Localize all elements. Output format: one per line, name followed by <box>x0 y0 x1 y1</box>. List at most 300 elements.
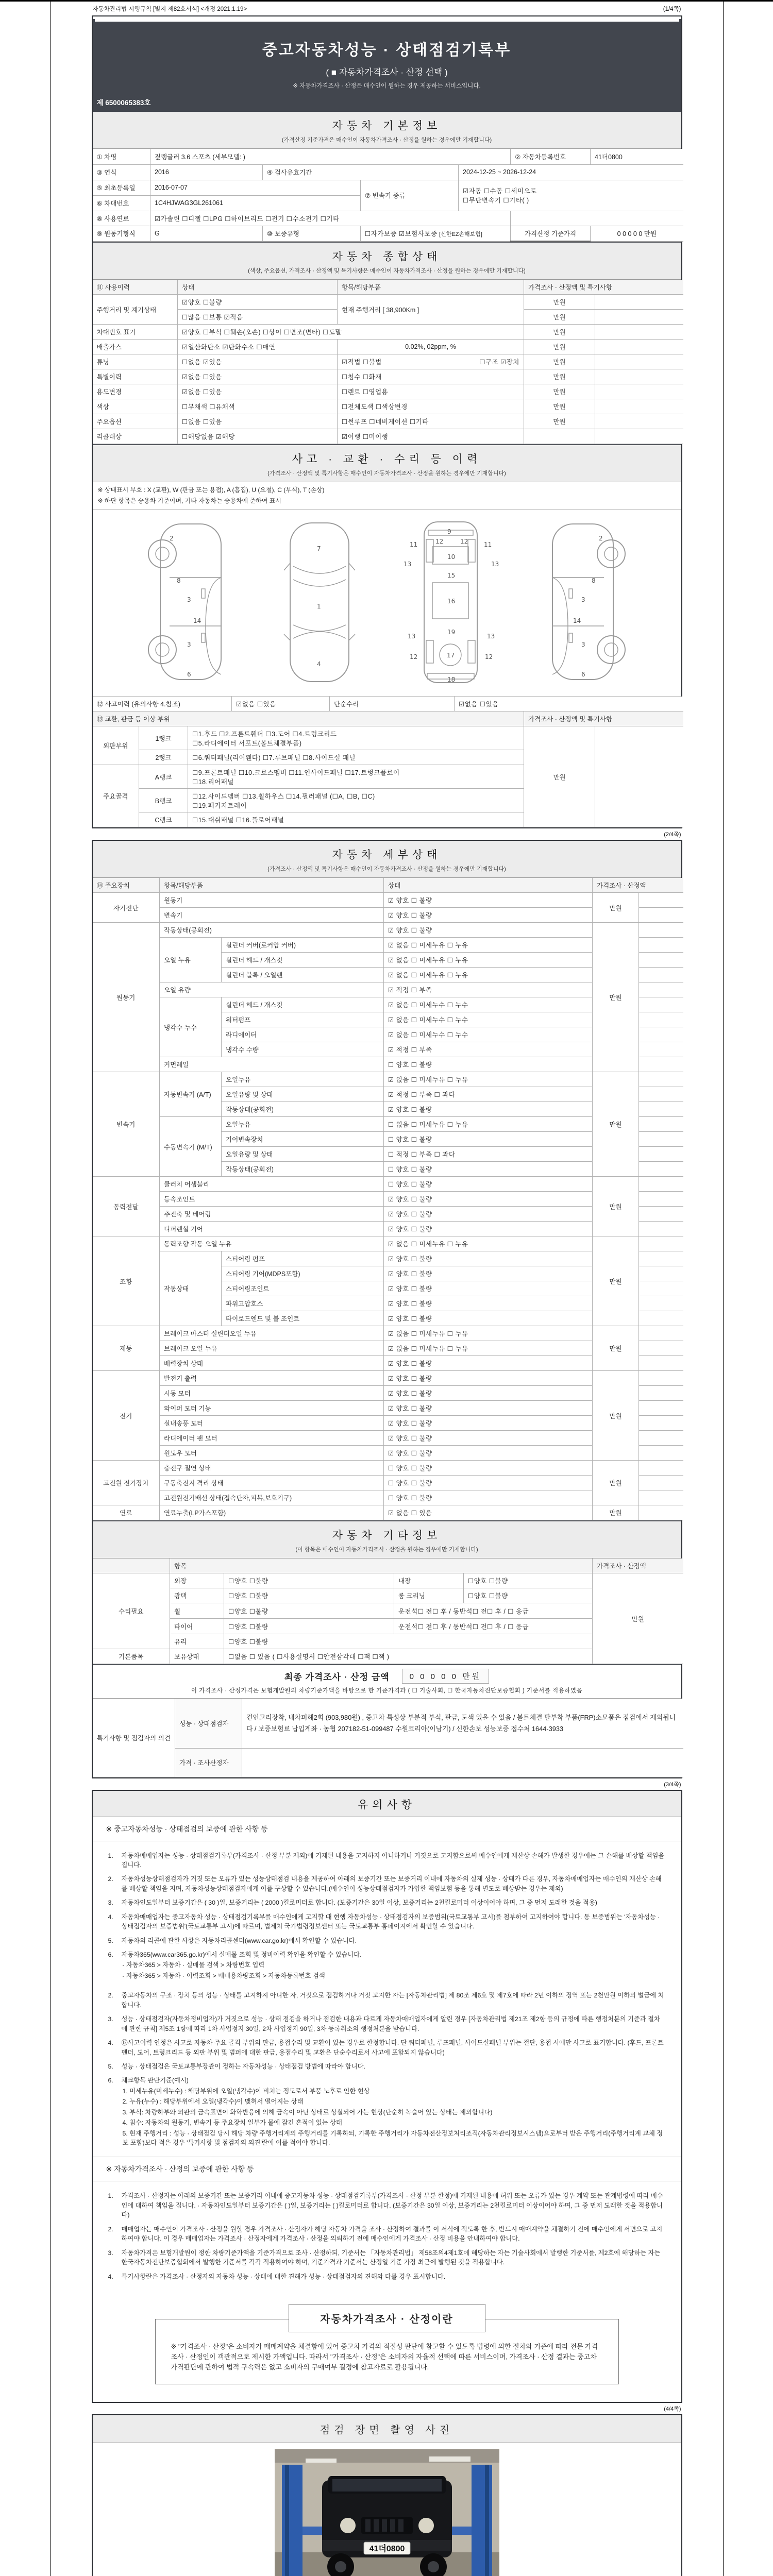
vin-mark-state: ☑양호 ☐부식 ☐훼손(오손) ☐상이 ☐변조(변타) ☐도말 <box>178 325 524 340</box>
row-state: ☐ 양호 ☐ 불량 <box>384 1177 593 1192</box>
row-state: ☑ 양호 ☐ 불량 <box>384 1311 593 1326</box>
row-note <box>639 1132 683 1147</box>
coolant-leak-subgroup: 냉각수 누수 <box>160 997 222 1057</box>
row-note <box>639 1042 683 1057</box>
diagram-number: 7 <box>317 545 321 552</box>
other-info-table <box>93 1558 683 1664</box>
final-price-band <box>93 1664 681 1685</box>
tuning-state: ☐없음 ☑있음 <box>178 354 338 369</box>
transmission-group: 변속기 <box>93 1072 160 1177</box>
exchange-price-header: 가격조사 · 산정액 및 특기사항 <box>524 711 683 726</box>
vin-label: ⑥ 차대번호 <box>93 195 150 211</box>
notice-item-no: 3. <box>108 1899 113 1907</box>
room-cleaning-state: ☐양호 ☐불량 <box>464 1588 593 1603</box>
car-top-diagram <box>267 517 371 688</box>
row-note <box>639 1072 683 1087</box>
row-item: 변속기 <box>160 908 384 923</box>
mileage-price1: 만원 <box>524 295 595 310</box>
row-note <box>639 1476 683 1490</box>
sheet-4 <box>92 2414 682 2576</box>
row-state: ☑ 양호 ☐ 불량 <box>384 1251 593 1266</box>
inspection-period-label: ④ 검사유효기간 <box>263 164 459 180</box>
tire-state-cell <box>224 1619 394 1634</box>
photo-section-title: 점검 장면 촬영 사진 <box>93 2415 681 2443</box>
row-state: ☑ 양호 ☐ 불량 <box>384 1192 593 1207</box>
diagram-number: 11 <box>484 541 492 548</box>
recall-items: ☑이행 ☐미이행 <box>338 429 524 444</box>
form-header <box>93 19 681 112</box>
row-state: ☐ 양호 ☐ 불량 <box>384 1162 593 1177</box>
engine-type-value: G <box>150 226 263 241</box>
row-state: ☑ 양호 ☐ 불량 <box>384 1371 593 1386</box>
other-col-item: 항목 <box>170 1558 593 1573</box>
special-history-state: ☑없음 ☐있음 <box>178 369 338 384</box>
wheel-positions: 운전석☐ 전☐ 후 / 동반석☐ 전☐ 후 / ☐ 응급 <box>394 1603 593 1619</box>
row-note <box>639 953 683 968</box>
tuning-note <box>595 354 683 369</box>
exchange-panel-table <box>93 711 683 827</box>
form-title: 중고자동차성능 · 상태점검기록부 <box>262 42 512 59</box>
section-accident-subtitle: (가격조사 · 산정액 및 특기사항은 매수인이 자동차가격조사 · 산정을 원하는 경우에만 기재합니다) <box>267 470 506 477</box>
row-state: ☑ 양호 ☐ 불량 <box>384 1416 593 1431</box>
exchange-header-label: ⑬ 교환, 판금 등 이상 부위 <box>93 711 524 726</box>
detail-col-price: 가격조사 · 산정액 <box>593 878 683 893</box>
row-item: 실린더 헤드 / 개스킷 <box>222 953 384 968</box>
row-state: ☐ 없음 ☐ 미세누유 ☐ 누유 <box>384 1117 593 1132</box>
at-subgroup: 자동변속기 (A/T) <box>160 1072 222 1117</box>
section-other-subtitle: (이 항목은 매수인이 자동차가격조사 · 산정을 원하는 경우에만 기재합니다) <box>295 1547 478 1553</box>
row-note <box>639 1177 683 1192</box>
notice-item-no: 4. <box>108 1913 113 1921</box>
main-option-price: 만원 <box>524 414 595 429</box>
form-note: ※ 자동차가격조사 · 산정은 매수인이 원하는 경우 제공하는 서비스입니다. <box>293 83 481 89</box>
row-item: 실내송풍 모터 <box>160 1416 384 1431</box>
transmission-type-label: ⑦ 변속기 종류 <box>361 180 459 211</box>
special-history-price: 만원 <box>524 369 595 384</box>
section-detail-title: 자동차 세부상태 <box>332 849 442 861</box>
row-item: 오일누유 <box>222 1072 384 1087</box>
notice-item-text: 자동차가격은 보험개발원이 정한 차량기준가액을 기준가격으로 조사 · 산정하되, 기준서는 「자동차관리법」 제58조의4제1호에 해당하는 자는 기술사회에서 발행한 기준서를, 제2호에 해당하는 자는 한국자동차진단보증협회에서 발행한 기준서를 각각 적용하여야 하며, 기준가격과 기준서는 산정일 기준 가장 최근에 발행된 것을 적용합니다. <box>121 2249 661 2266</box>
section-other-head <box>93 1520 681 1558</box>
engine-type-label: ⑨ 원동기형식 <box>93 226 150 241</box>
emission-price: 만원 <box>524 340 595 354</box>
rankB-line2: ☐19.패키지트레이 <box>192 802 247 809</box>
row-note <box>639 1386 683 1401</box>
car-name-label: ① 차명 <box>93 149 150 164</box>
mileage-price2: 만원 <box>524 310 595 325</box>
notice-item-text: 중고자동차의 구조 · 장치 등의 성능 · 상태를 고지하지 아니한 자, 거짓으로 점검하거나 거짓 고지한 자는 [자동차관리법] 제 80조 제6호 및 제7호에 따라 2년 이하의 징역 또는 2천만원 이하의 벌금에 처합니다. <box>121 1992 664 2009</box>
steering-group: 조향 <box>93 1236 160 1326</box>
notice-subheading-1: ※ 중고자동차성능 · 상태점검의 보증에 관한 사항 등 <box>93 1817 681 1841</box>
emission-label: 배출가스 <box>93 340 178 354</box>
row-note <box>639 1505 683 1520</box>
page-marker-4: (4/4쪽) <box>664 2406 681 2413</box>
vin-mark-label: 차대번호 표기 <box>93 325 178 340</box>
emission-state: ☑일산화탄소 ☑탄화수소 ☐매연 <box>178 340 338 354</box>
emission-values: 0.02%, 02ppm, % <box>338 340 524 354</box>
photo-front-on-lift <box>275 2449 499 2576</box>
notice-item-no: 2. <box>108 1875 113 1883</box>
mileage-label: 주행거리 및 계기상태 <box>93 295 178 325</box>
section-overall-subtitle: (색상, 주요옵션, 가격조사 · 산정액 및 특기사항은 매수인이 자동차가격조사 · 산정을 원하는 경우에만 기재합니다) <box>248 268 526 274</box>
definition-box-title: 자동차가격조사 · 산정이란 <box>289 2304 485 2332</box>
exterior-label: 외장 <box>170 1573 224 1588</box>
row-note <box>639 1326 683 1341</box>
detail-col-item: 항목/해당부품 <box>160 878 384 893</box>
group-price: 만원 <box>593 923 639 1072</box>
row-state: ☑ 없음 ☐ 미세누유 ☐ 누유 <box>384 953 593 968</box>
tuning-items <box>338 354 524 369</box>
section-basic-head <box>93 112 681 149</box>
mileage-current: 현재 주행거리 [ 38,900Km ] <box>338 295 524 325</box>
row-item: 파워고압호스 <box>222 1296 384 1311</box>
main-option-state: ☐없음 ☐있음 <box>178 414 338 429</box>
electric-group: 전기 <box>93 1371 160 1461</box>
row-note <box>639 893 683 908</box>
row-note <box>639 997 683 1012</box>
row-note <box>639 1266 683 1281</box>
car-side-right-diagram <box>531 517 634 688</box>
page-marker-3: (3/4쪽) <box>664 1781 681 1788</box>
notice-item-no: 1. <box>108 1852 113 1859</box>
repair-needed-group: 수리필요 <box>93 1573 170 1649</box>
document-meta-line <box>92 3 682 15</box>
row-state: ☐ 양호 ☐ 불량 <box>384 1057 593 1072</box>
row-item: 배력장치 상태 <box>160 1356 384 1371</box>
base-price-value: 0 0 0 0 0 만원 <box>591 226 683 241</box>
row-item: 냉각수 수량 <box>222 1042 384 1057</box>
sheet-3 <box>92 1790 682 2403</box>
notice-item-no: 3. <box>108 2249 113 2257</box>
rankC-label: C랭크 <box>139 812 188 827</box>
row-note <box>639 1057 683 1072</box>
model-year-value: 2016 <box>150 164 263 180</box>
group-price: 만원 <box>593 1177 639 1236</box>
mileage-note2 <box>595 310 683 325</box>
diagram-number: 10 <box>447 553 456 561</box>
recall-note <box>595 429 683 444</box>
notice-item-subline: 4. 침수: 자동차의 원동기, 변속기 등 주요장치 일부가 물에 잠긴 흔적이 있는 상태 <box>122 2119 342 2127</box>
notice-item-no: 4. <box>108 2273 113 2280</box>
row-note <box>639 1461 683 1476</box>
mileage-state1: ☑양호 ☐불량 <box>178 295 338 310</box>
row-note <box>639 1446 683 1461</box>
detail-state-table <box>93 878 683 1520</box>
row-note <box>639 1207 683 1222</box>
main-option-note <box>595 414 683 429</box>
high-voltage-group: 고전원 전기장치 <box>93 1461 160 1505</box>
inspector-remarks: 견인고리장착, 내차피해2회 (903,980원) , 중고차 특성상 부분적 부식, 판금, 도색 있을 수 있음 / 볼트체결 탈부착 부품(FRP)소모품은 점검에서 제외됩니다 / 보증보험료 납입계좌 · 농협 207182-51-099487 수원코리아(이남기) / 신한손보 성능보증 접수처 1644-3933 <box>242 1699 683 1748</box>
reg-number-value: 41더0800 <box>591 149 683 164</box>
engine-group: 원동기 <box>93 923 160 1072</box>
state-code-legend: ※ 상태표시 부호 : X (교환), W (판금 또는 용접), A (흠집), U (요철), C (부식), T (손상) <box>97 486 325 494</box>
row-item: 기어변속장치 <box>222 1132 384 1147</box>
car-name-value: 짚랭글러 3.6 스포츠 (세부모델: ) <box>150 149 511 164</box>
row-item: 커먼레일 <box>160 1057 384 1072</box>
notice-item <box>108 2038 666 2057</box>
section-overall-head <box>93 242 681 280</box>
row-state: ☑ 양호 ☐ 불량 <box>384 1102 593 1117</box>
row-state: ☑ 적정 ☐ 부족 <box>384 1042 593 1057</box>
row-state: ☑ 없음 ☐ 미세누유 ☐ 누유 <box>384 1072 593 1087</box>
page-marker-2: (2/4쪽) <box>664 832 681 838</box>
notice-item-subline: 3. 부식: 차량하부와 외판의 금속표면이 화학반응에 의해 금속이 아닌 상태로 상실되어 가는 현상(단순히 녹슬어 있는 상태는 제외합니다) <box>122 2108 493 2116</box>
notice-item-no: 4. <box>108 2039 113 2047</box>
diagram-number: 9 <box>447 528 451 535</box>
row-item: 실린더 커버(로커암 커버) <box>222 938 384 953</box>
overall-state-table <box>93 280 683 444</box>
accident-history-label: ⑫ 사고이력 (유의사항 4.참조) <box>93 697 232 711</box>
notice-list-2 <box>93 2181 681 2294</box>
notice-subheading-2: ※ 자동차가격조사 · 산정의 보증에 관한 사항 등 <box>93 2157 681 2181</box>
diagram-number: 12 <box>485 653 493 660</box>
row-state: ☑ 양호 ☐ 불량 <box>384 1401 593 1416</box>
accident-history-row <box>93 697 683 711</box>
tire-positions: 운전석☐ 전☐ 후 / 동반석☐ 전☐ 후 / ☐ 응급 <box>394 1619 593 1634</box>
row-note <box>639 968 683 982</box>
price-appraisal-definition-box <box>155 2313 619 2384</box>
holding-state-options: ☐없음 ☐ 있음 ( ☐사용설명서 ☐안전삼각대 ☐잭 ☐잭 ) <box>224 1649 593 1664</box>
base-price-label: 가격산정 기준가격 <box>511 226 591 241</box>
row-note <box>639 1027 683 1042</box>
fuel-group: 연료 <box>93 1505 160 1520</box>
sheet-1 <box>92 15 682 828</box>
row-state: ☑ 양호 ☐ 불량 <box>384 1446 593 1461</box>
diagram-number: 13 <box>487 633 495 640</box>
usage-change-label: 용도변경 <box>93 384 178 399</box>
notice-item-no: 3. <box>108 2015 113 2023</box>
license-plate-text: 41더0800 <box>369 2545 405 2554</box>
oil-leak-subgroup: 오일 누유 <box>160 938 222 982</box>
diagram-number: 2 <box>599 535 603 542</box>
notice-title: 유의사항 <box>357 1799 416 1811</box>
row-item: 동력조향 작동 오일 누유 <box>160 1236 384 1251</box>
rankA-line2: ☐18.리어패널 <box>192 778 234 786</box>
row-state: ☑ 양호 ☐ 불량 <box>384 1296 593 1311</box>
final-price-label: 최종 가격조사 · 산정 금액 <box>284 1672 390 1682</box>
rankA-items <box>188 765 524 789</box>
notice-item-no: 1. <box>108 2192 113 2200</box>
state-code-legend2: ※ 하단 항목은 승용차 기준이며, 기타 자동차는 승용차에 준하여 표시 <box>93 495 681 510</box>
notice-item-text: 성능 · 상태점검은 국토교통부장관이 정하는 자동차성능 · 상태점검 방법에 따라야 합니다. <box>121 2062 365 2070</box>
group-price: 만원 <box>593 1072 639 1177</box>
row-note <box>639 1236 683 1251</box>
notice-item-no: 5. <box>108 1937 113 1944</box>
notice-item <box>108 1991 666 2010</box>
diagram-number: 3 <box>187 596 191 603</box>
recall-price-empty <box>524 429 595 444</box>
diagram-number: 4 <box>317 660 321 668</box>
section-accident-head <box>93 444 681 482</box>
row-note <box>639 1222 683 1236</box>
row-state: ☑ 양호 ☐ 불량 <box>384 1266 593 1281</box>
row-note <box>639 1251 683 1266</box>
recall-state: ☐해당없음 ☑해당 <box>178 429 338 444</box>
brake-group: 제동 <box>93 1326 160 1371</box>
diagram-number: 6 <box>581 671 585 678</box>
row-item: 고전원전기배선 상태(접속단자,피복,보호기구) <box>160 1490 384 1505</box>
simple-repair-state: ☑없음 ☐있음 <box>455 697 683 711</box>
row-note <box>639 1087 683 1102</box>
notice-item-subline: 5. 현재 주행거리 : 성능 · 상태점검 당시 해당 차량 주행거리계의 주행거리를 기록하되, 기록한 주행거리가 자동차전산정보처리조직(자동차관리정보시스템)으로부터 받은 주행거리(주행거리계 교체 정보 포함)보다 적은 경우 '특기사항 및 점검자의 의견'란에 이를 적어야 합니다. <box>122 2129 663 2146</box>
notice-item-subline: - 자동차365 > 자동차 · 이력조회 > 매매용차량조회 > 자동차등록번호 검색 <box>122 1972 325 1979</box>
diagram-number: 3 <box>187 641 191 648</box>
transmission-options-line2: ☐무단변속기 ☐기타( ) <box>463 197 529 204</box>
row-item: 작동상태(공회전) <box>222 1162 384 1177</box>
wheel-state-cell <box>224 1603 394 1619</box>
row-item: 클러치 어셈블리 <box>160 1177 384 1192</box>
detail-col-device: ⑭ 주요장치 <box>93 878 160 893</box>
row-item: 연료누출(LP가스포함) <box>160 1505 384 1520</box>
rank1-label: 1랭크 <box>139 726 188 750</box>
row-note <box>639 1401 683 1416</box>
notice-item <box>108 1851 666 1870</box>
row-note <box>639 1341 683 1356</box>
row-state: ☑ 없음 ☐ 미세누수 ☐ 누수 <box>384 1012 593 1027</box>
inspection-photos <box>93 2443 681 2576</box>
steering-op-subgroup: 작동상태 <box>160 1251 222 1326</box>
row-state: ☑ 없음 ☐ 미세누유 ☐ 누유 <box>384 1236 593 1251</box>
row-state: ☑ 없음 ☐ 미세누유 ☐ 누유 <box>384 968 593 982</box>
appraiser-label: 가격 · 조사산정자 <box>175 1748 242 1777</box>
row-state: ☑ 양호 ☐ 불량 <box>384 1207 593 1222</box>
document-number: 제 6500065383호 <box>96 99 151 107</box>
first-reg-date-label: ⑤ 최초등록일 <box>93 180 150 195</box>
usage-change-note <box>595 384 683 399</box>
row-item: 타이로드엔드 및 볼 조인트 <box>222 1311 384 1326</box>
row-state: ☑ 없음 ☐ 미세누유 ☐ 누유 <box>384 1326 593 1341</box>
notice-item <box>108 1936 666 1945</box>
notice-item-text: 자동차매매업자는 성능 · 상태점검기록부(가격조사 · 산정 부분 제외)에 기재된 내용을 고지하지 아니하거나 거짓으로 고지함으로써 매수인에게 재산상 손해가 발생한 경우에는 그 손해를 배상할 책임을 집니다. <box>121 1852 665 1869</box>
row-item: 라디에이터 <box>222 1027 384 1042</box>
notice-item-text: 자동차매매업자는 중고자동차 성능 · 상태점검기록부를 매수인에게 고지할 때 현행 자동차성능 · 상태점검자의 보증범위(국토교통부 고시)를 첨부하여 고지하여야 합니다. 동 보증범위는 '자동차성능 · 상태점검자의 보증범위'(국토교통부 고시)에 따르며, 법제처 국가법령정보센터 또는 국토교통부 홈페이지에서 확인할 수 있습니다. <box>121 1913 660 1930</box>
car-damage-diagrams <box>93 510 681 697</box>
emission-note <box>595 340 683 354</box>
row-state: ☑ 양호 ☐ 불량 <box>384 908 593 923</box>
recall-label: 리콜대상 <box>93 429 178 444</box>
mileage-state2: ☐많음 ☐보통 ☑적음 <box>178 310 338 325</box>
simple-repair-label: 단순수리 <box>330 697 455 711</box>
tire-state: ☐양호 ☐불량 <box>228 1623 268 1631</box>
group-price: 만원 <box>593 1461 639 1505</box>
notice-list-1 <box>93 1841 681 2158</box>
model-year-label: ③ 연식 <box>93 164 150 180</box>
notice-item <box>108 1912 666 1931</box>
basic-items-group: 기본품목 <box>93 1649 170 1664</box>
remarks-label: 특기사항 및 점검자의 의견 <box>93 1699 175 1777</box>
row-state: ☑ 없음 ☐ 미세누유 ☐ 누유 <box>384 1341 593 1356</box>
exchange-note <box>595 726 683 827</box>
row-note <box>639 923 683 938</box>
notice-item-no: 2. <box>108 1992 113 1999</box>
diagram-number: 1 <box>317 603 321 610</box>
diagram-number: 12 <box>460 538 468 545</box>
overall-col-price: 가격조사 · 산정액 및 특기사항 <box>524 280 683 295</box>
first-reg-date-value: 2016-07-07 <box>150 180 361 195</box>
special-history-label: 특별이력 <box>93 369 178 384</box>
warranty-type-label: ⑩ 보증유형 <box>263 226 361 241</box>
section-detail-head <box>93 841 681 878</box>
notice-item <box>108 1874 666 1893</box>
row-state: ☑ 없음 ☐ 있음 <box>384 1505 593 1520</box>
main-option-label: 주요옵션 <box>93 414 178 429</box>
row-item: 오일 유량 <box>160 982 384 997</box>
row-note <box>639 908 683 923</box>
notice-item <box>108 2248 666 2267</box>
self-diagnosis-group: 자기진단 <box>93 893 160 923</box>
warranty-insurer-note: [신한EZ손해보험] <box>439 231 482 238</box>
mileage-note1 <box>595 295 683 310</box>
color-label: 색상 <box>93 399 178 414</box>
interior-label: 내장 <box>394 1573 464 1588</box>
row-state: ☑ 양호 ☐ 불량 <box>384 1431 593 1446</box>
row-item: 발전기 출력 <box>160 1371 384 1386</box>
notice-item-no: 5. <box>108 2062 113 2070</box>
transmission-type-options <box>459 180 683 211</box>
diagram-number: 16 <box>447 598 456 605</box>
notice-item-text: 자동차의 리콜에 관한 사항은 자동차리콜센터(www.car.go.kr)에서 확인할 수 있습니다. <box>121 1937 357 1944</box>
row-note <box>639 1117 683 1132</box>
header-rule <box>95 19 679 22</box>
outer-panel-group-label: 외판부위 <box>93 726 139 765</box>
row-item: 추진축 및 베어링 <box>160 1207 384 1222</box>
tuning-label: 튜닝 <box>93 354 178 369</box>
row-item: 시동 모터 <box>160 1386 384 1401</box>
row-state: ☑ 없음 ☐ 미세누수 ☐ 누수 <box>384 997 593 1012</box>
rankC-items: ☐15.대쉬패널 ☐16.플로어패널 <box>188 812 524 827</box>
row-note <box>639 1192 683 1207</box>
interior-state: ☐양호 ☐불량 <box>464 1573 593 1588</box>
glass-state: ☐양호 ☐불량 <box>224 1634 593 1649</box>
fuel-empty-cell <box>511 211 683 226</box>
group-price: 만원 <box>593 893 639 923</box>
final-price-value: 0 0 0 0 0 만원 <box>402 1669 490 1684</box>
row-state: ☑ 적정 ☐ 부족 <box>384 982 593 997</box>
exterior-state: ☐양호 ☐불량 <box>224 1573 394 1588</box>
group-price: 만원 <box>593 1236 639 1326</box>
row-item: 구동축전지 격리 상태 <box>160 1476 384 1490</box>
wheel-state: ☐양호 ☐불량 <box>228 1607 268 1615</box>
section-basic-title: 자동차 기본정보 <box>332 120 442 132</box>
other-price: 만원 <box>593 1573 683 1664</box>
fuel-options: ☑가솔린 ☐디젤 ☐LPG ☐하이브리드 ☐전기 ☐수소전기 ☐기타 <box>150 211 511 226</box>
reg-number-label: ② 자동차등록번호 <box>511 149 591 164</box>
notice-item-text: 매매업자는 매수인이 가격조사 · 산정을 원할 경우 가격조사 · 산정자가 해당 자동차 가격을 조사 · 산정하여 결과를 이 서식에 적도록 한 후, 반드시 매매계약을 체결하기 전에 매수인에게 서면으로 고지하여야 합니다. 이 경우 매매업자는 가격조사 · 산정자에게 가격조사 · 산정을 의뢰하기 전에 매수인에게 가격조사 · 산정 비용을 안내하여야 합니다. <box>121 2225 663 2243</box>
special-history-note <box>595 369 683 384</box>
row-state: ☐ 양호 ☐ 불량 <box>384 1461 593 1476</box>
row-note <box>639 1281 683 1296</box>
tuning-device: ☐구조 ☑장치 <box>479 359 519 366</box>
page-marker-1: (1/4쪽) <box>663 6 681 12</box>
diagram-number: 13 <box>491 561 499 568</box>
row-note <box>639 1311 683 1326</box>
notice-item-text: 가격조사 · 산정자는 아래의 보증기간 또는 보증거리 이내에 중고자동차 성능 · 상태점검기록부(가격조사 · 산정 부분 한정)에 기재된 내용에 허위 또는 오류가 있는 경우 계약 또는 관계법령에 따라 매수인에 대하여 책임을 집니다. · 자동차인도일부터 보증기간은 ( )일, 보증거리는 ( )킬로미터로 합니다. (보증기간은 30일 이상, 보증거리는 2천킬로미터 이상이어야 하며, 그 중 먼저 도래한 것을 적용합니다) <box>121 2192 663 2219</box>
appraiser-remarks <box>242 1748 683 1777</box>
car-side-left-diagram <box>140 517 243 688</box>
remarks-table <box>93 1699 683 1777</box>
row-item: 충전구 절연 상태 <box>160 1461 384 1476</box>
rank2-items: ☐6.쿼터패널(리어휀다) ☐7.루브패널 ☐8.사이드실 패널 <box>188 750 524 765</box>
color-state: ☐무채색 ☐유채색 <box>178 399 338 414</box>
row-note <box>639 1162 683 1177</box>
definition-box-text: ※ "가격조사 · 산정"은 소비자가 매매계약을 체결함에 있어 중고차 가격의 적절성 판단에 참고할 수 있도록 법령에 의한 절차와 기준에 따라 전문 가격조사 · 산정인이 객관적으로 제시한 가액입니다. 따라서 "가격조사 · 산정"은 소비자의 자율적 선택에 따른 서비스이며, 가격조사 · 산정 결과는 중고차 가격판단에 관하여 법적 구속력은 없고 소비자의 구매여부 결정에 참고자료로 활용됩니다. <box>171 2342 598 2371</box>
row-state: ☐ 양호 ☐ 불량 <box>384 1476 593 1490</box>
overall-col-item: 항목/해당부품 <box>338 280 524 295</box>
row-item: 오일누유 <box>222 1117 384 1132</box>
row-item: 스티어링조인트 <box>222 1281 384 1296</box>
row-item: 라디에이터 팬 모터 <box>160 1431 384 1446</box>
row-state: ☐ 양호 ☐ 불량 <box>384 1490 593 1505</box>
